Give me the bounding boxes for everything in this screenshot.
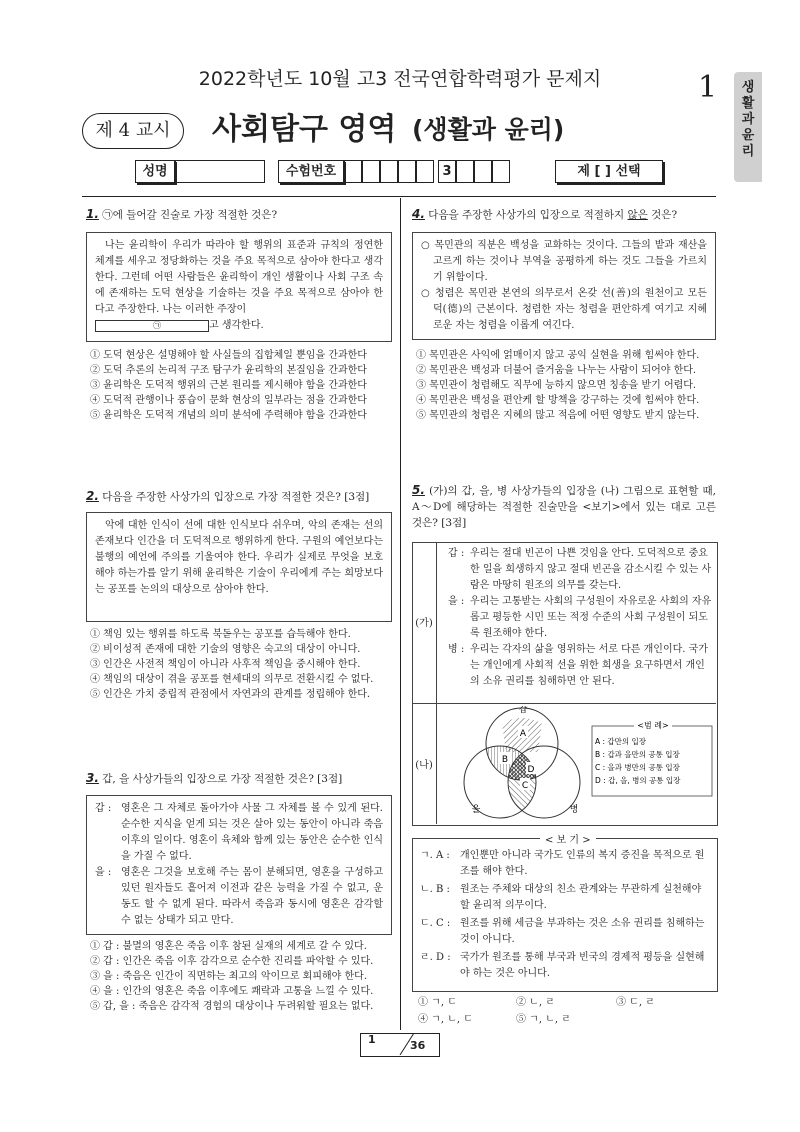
- exam-number-box[interactable]: [344, 160, 362, 183]
- q4-passage: [412, 232, 716, 340]
- student-info-row: [135, 160, 665, 183]
- option[interactable]: ④ 책임의 대상이 겪을 공포를 현세대의 의무로 전환시킬 수 없다.: [90, 674, 374, 685]
- header-rule: [82, 196, 716, 197]
- option[interactable]: ③ 을 : 죽음은 인간이 직면하는 최고의 악이므로 회피해야 한다.: [90, 971, 367, 982]
- option[interactable]: ② 갑 : 인간은 죽음 이후 감각으로 순수한 진리를 파악할 수 있다.: [90, 956, 374, 967]
- name-label: 성명: [135, 160, 175, 183]
- subject-title: 사회탐구 영역: [212, 112, 397, 147]
- venn-region-label-b: B: [501, 755, 509, 765]
- option[interactable]: ⑤ 목민관의 청렴은 지혜의 많고 적음에 어떤 영향도 받지 않는다.: [416, 410, 700, 421]
- name-field[interactable]: [175, 160, 265, 183]
- q5-table-divider: [412, 703, 716, 704]
- q4-bullet-1: ○ 목민관의 직분은 백성을 교화하는 것이다. 그들의 밭과 재산을 고르게 하는 것이나 부역을 공평하게 하는 것도 그들을 가르치기 위함이다.: [421, 240, 707, 283]
- q5-question: [412, 482, 716, 531]
- q5-number: 5.: [412, 483, 425, 497]
- q1-passage: [86, 232, 392, 342]
- bogi-item: [420, 916, 710, 948]
- q4-question-end: 것은?: [647, 209, 678, 221]
- period-label: 제 4 교시: [82, 113, 184, 149]
- q2-number: 2.: [86, 489, 99, 503]
- q4-options: [416, 348, 720, 423]
- subject-side-tab-label: 생 활 과 윤 리: [741, 80, 755, 159]
- q3-question-text: 갑, 을 사상가들의 입장으로 가장 적절한 것은? [3점]: [102, 773, 343, 785]
- q4-number: 4.: [412, 207, 425, 221]
- option[interactable]: ③ ㄷ, ㄹ: [616, 997, 655, 1008]
- exam-number-box[interactable]: [362, 160, 380, 183]
- option[interactable]: ① 목민관은 사익에 얽매이지 않고 공익 실현을 위해 힘써야 한다.: [416, 350, 700, 361]
- bogi-item-label: ㄴ. B :: [420, 884, 450, 895]
- bogi-item-text: 원조를 위해 세금을 부과하는 것은 소유 권리를 침해하는 것이 아니다.: [460, 918, 705, 945]
- bogi-item: [420, 882, 710, 914]
- option[interactable]: ③ 인간은 사전적 책임이 아니라 사후적 책임을 중시해야 한다.: [90, 659, 361, 670]
- q5-ga-label: (가): [415, 618, 433, 629]
- q1-question: [86, 206, 392, 223]
- speaker-label: 을 :: [95, 867, 112, 878]
- q2-question-text: 다음을 주장한 사상가의 입장으로 가장 적절한 것은? [3점]: [102, 491, 370, 503]
- q1-number: 1.: [86, 207, 99, 221]
- subject-detail: (생활과 윤리): [412, 115, 565, 144]
- q3-passage-a: [95, 801, 383, 865]
- q1-options: [90, 348, 396, 423]
- venn-legend-item: B : 갑과 을만의 공통 입장: [595, 750, 680, 759]
- option[interactable]: ⑤ ㄱ, ㄴ, ㄹ: [516, 1014, 571, 1025]
- bogi-item-text: 개인뿐만 아니라 국가도 인류의 복지 증진을 목적으로 원조를 해야 한다.: [460, 850, 705, 877]
- exam-number-box[interactable]: [474, 160, 492, 183]
- q3-passage-b: [95, 865, 383, 929]
- option[interactable]: ④ 목민관은 백성을 편안케 할 방책을 강구하는 것에 힘써야 한다.: [416, 395, 700, 406]
- q1-blank: ㉠: [95, 320, 209, 332]
- speaker-label: 갑 :: [448, 548, 465, 559]
- venn-diagram: [440, 706, 716, 822]
- exam-number-digit: 3: [438, 160, 456, 183]
- q2-question: [86, 488, 392, 505]
- option[interactable]: ⑤ 윤리학은 도덕적 개념의 의미 분석에 주력해야 함을 간과한다: [90, 410, 367, 421]
- speaker-text: 영혼은 그 자체로 돌아가야 사물 그 자체를 볼 수 있게 된다. 순수한 지식을 얻게 되는 것은 살아 있는 동안이 아니라 죽음 이후의 일이다. 영혼이 육체와 함께 있는 동안은 순수한 인식을 가질 수 없다.: [121, 803, 383, 862]
- bogi-item-label: ㄱ. A :: [420, 850, 450, 861]
- venn-legend-item: D : 갑, 을, 병의 공통 입장: [595, 776, 681, 785]
- q2-options: [90, 627, 396, 702]
- venn-label-eul: 을: [471, 805, 481, 815]
- speaker-label: 을 :: [448, 596, 465, 607]
- venn-label-gap: 갑: [518, 706, 528, 715]
- q5-na-label: (나): [415, 760, 433, 771]
- option[interactable]: ② 목민관은 백성과 더불어 즐거움을 나누는 사람이 되어야 한다.: [416, 365, 697, 376]
- page-number: 1: [698, 70, 718, 105]
- venn-region-label-c: C: [521, 781, 529, 791]
- speaker-label: 병 :: [448, 644, 465, 655]
- q4-question: [412, 206, 716, 223]
- bogi-items: [420, 848, 710, 982]
- q3-question: [86, 770, 392, 787]
- q4-bullet-2: ○ 청렴은 목민관 본연의 의무로서 온갖 선(善)의 원천이고 모든 덕(德)의 근본이다. 청렴한 자는 청렴을 편안하게 여기고 지혜로운 자는 청렴을 이롭게 여긴다.: [421, 288, 707, 331]
- bogi-item-text: 국가가 원조를 통해 부국과 빈국의 경제적 평등을 실현해야 하는 것은 아니다.: [460, 952, 705, 979]
- q2-passage: 악에 대한 인식이 선에 대한 인식보다 쉬우며, 악의 존재는 선의 존재보다 인간을 더 도덕적으로 행위하게 한다. 구원의 예언보다는 불행의 예언에 주의를 기울여야 한다. 우리가 실제로 무엇을 보호해야 하는가를 알기 위해 윤리학은 기술이 우리에게 주는 희망보다는 공포를 논의의 대상으로 삼아야 한다.: [86, 512, 392, 622]
- q5-statement: [448, 546, 712, 594]
- venn-region-label-d: D: [527, 765, 535, 775]
- q5-question-text: (가)의 갑, 을, 병 사상가들의 입장을 (나) 그림으로 표현할 때, A～D에 해당하는 적절한 진술만을 <보기>에서 있는 대로 고른 것은? [3점]: [412, 485, 716, 529]
- exam-number-box[interactable]: [492, 160, 510, 183]
- speaker-text: 우리는 절대 빈곤이 나쁜 것임을 안다. 도덕적으로 중요한 일을 희생하지 않고 절대 빈곤을 감소시킬 수 있는 사람은 마땅히 원조의 의무를 갖는다.: [470, 548, 712, 591]
- exam-number-box[interactable]: [456, 160, 474, 183]
- bogi-item-label: ㄷ. C :: [420, 918, 451, 929]
- q5-statement: [448, 642, 712, 690]
- option[interactable]: ② 비이성적 존재에 대한 기술의 영향은 숙고의 대상이 아니다.: [90, 644, 361, 655]
- footer-total: 36: [410, 1039, 426, 1052]
- speaker-text: 우리는 각자의 삶을 영위하는 서로 다른 개인이다. 국가는 개인에게 사회적 선을 위한 희생을 요구하면서 개인의 소유 권리를 침해하면 안 된다.: [470, 644, 708, 687]
- exam-title: 2022학년도 10월 고3 전국연합학력평가 문제지: [198, 68, 602, 90]
- q1-question-text: ㉠에 들어갈 진술로 가장 적절한 것은?: [102, 209, 278, 221]
- bogi-item-label: ㄹ. D :: [420, 952, 451, 963]
- option[interactable]: ④ 도덕적 관행이나 풍습이 문화 현상의 일부라는 점을 간과한다: [90, 395, 367, 406]
- column-divider: [400, 198, 401, 1030]
- option[interactable]: ② 도덕 추론의 논리적 구조 탐구가 윤리학의 본질임을 간과한다: [90, 365, 367, 376]
- q3-options: [90, 939, 396, 1014]
- option[interactable]: ③ 윤리학은 도덕적 행위의 근본 원리를 제시해야 함을 간과한다: [90, 380, 367, 391]
- venn-legend-title: <범 례>: [637, 721, 669, 730]
- option[interactable]: ④ ㄱ, ㄴ, ㄷ: [418, 1014, 473, 1025]
- q1-passage-text: 나는 윤리학이 우리가 따라야 할 행위의 표준과 규칙의 정연한 체계를 세우고 정당화하는 것을 주요 목적으로 삼아야 한다고 생각한다. 그런데 어떤 사람들은 윤리학이 개인 생활이나 사회 구조 속에 존재하는 도덕 현상을 기술하는 것을 주요 목적으로 삼아야 한다고 주장한다. 나는 이러한 주장이: [95, 240, 383, 315]
- footer-page: 1: [368, 1033, 376, 1046]
- q3-number: 3.: [86, 771, 99, 785]
- q5-statements: [448, 546, 712, 690]
- option[interactable]: ⑤ 인간은 가치 중립적 관점에서 자연과의 관계를 정립해야 한다.: [90, 689, 371, 700]
- bogi-item-text: 원조는 주체와 대상의 친소 관계와는 무관하게 실천해야 할 윤리적 의무이다.: [460, 884, 702, 911]
- bogi-item: [420, 848, 710, 880]
- option[interactable]: ① ㄱ, ㄷ: [418, 997, 457, 1008]
- speaker-text: 우리는 고통받는 사회의 구성원이 자유로운 사회의 자유롭고 평등한 시민 또는 적정 수준의 사회 구성원이 되도록 원조해야 한다.: [470, 596, 712, 639]
- option[interactable]: ⑤ 갑, 을 : 죽음은 감각적 경험의 대상이나 두려워할 필요는 없다.: [90, 1001, 374, 1012]
- q1-passage-end: 고 생각한다.: [209, 320, 264, 331]
- exam-number-label: 수험번호: [278, 160, 344, 183]
- venn-region-label-a: A: [519, 729, 527, 739]
- q3-passage: [86, 795, 392, 935]
- speaker-label: 갑 :: [95, 803, 112, 814]
- q4-question-text: 다음을 주장한 사상가의 입장으로 적절하지: [428, 209, 628, 221]
- q5-statement: [448, 594, 712, 642]
- venn-label-byeong: 병: [569, 805, 579, 815]
- option[interactable]: ① 도덕 현상은 설명해야 할 사실들의 집합체일 뿐임을 간과한다: [90, 350, 367, 361]
- q4-question-emphasis: 않은: [627, 209, 648, 221]
- option[interactable]: ③ 목민관이 청렴해도 직무에 능하지 않으면 칭송을 받기 어렵다.: [416, 380, 697, 391]
- choice-label: 제 [ ] 선택: [555, 160, 663, 183]
- option[interactable]: ① 갑 : 불멸의 영혼은 죽음 이후 참된 실재의 세계로 갈 수 있다.: [90, 941, 367, 952]
- option[interactable]: ② ㄴ, ㄹ: [516, 997, 555, 1008]
- bogi-item: [420, 950, 710, 982]
- option[interactable]: ① 책임 있는 행위를 하도록 북돋우는 공포를 습득해야 한다.: [90, 629, 351, 640]
- bogi-title: < 보 기 >: [540, 831, 596, 846]
- option[interactable]: ④ 을 : 인간의 영혼은 죽음 이후에도 쾌락과 고통을 느낄 수 있다.: [90, 986, 374, 997]
- speaker-text: 영혼은 그것을 보호해 주는 몸이 분해되면, 영혼을 구성하고 있던 원자들도 흩어져 이전과 같은 능력을 가질 수 없고, 운동도 할 수 없게 된다. 따라서 죽음과 동시에 영혼은 감각할 수 없는 상태가 되고 만다.: [121, 867, 383, 926]
- exam-number-box[interactable]: [380, 160, 398, 183]
- q5-table-label-divider: [436, 542, 437, 824]
- exam-number-box[interactable]: [416, 160, 434, 183]
- venn-legend-item: C : 을과 병만의 공통 입장: [595, 763, 680, 772]
- exam-number-box[interactable]: [398, 160, 416, 183]
- venn-legend-item: A : 갑만의 입장: [595, 737, 647, 746]
